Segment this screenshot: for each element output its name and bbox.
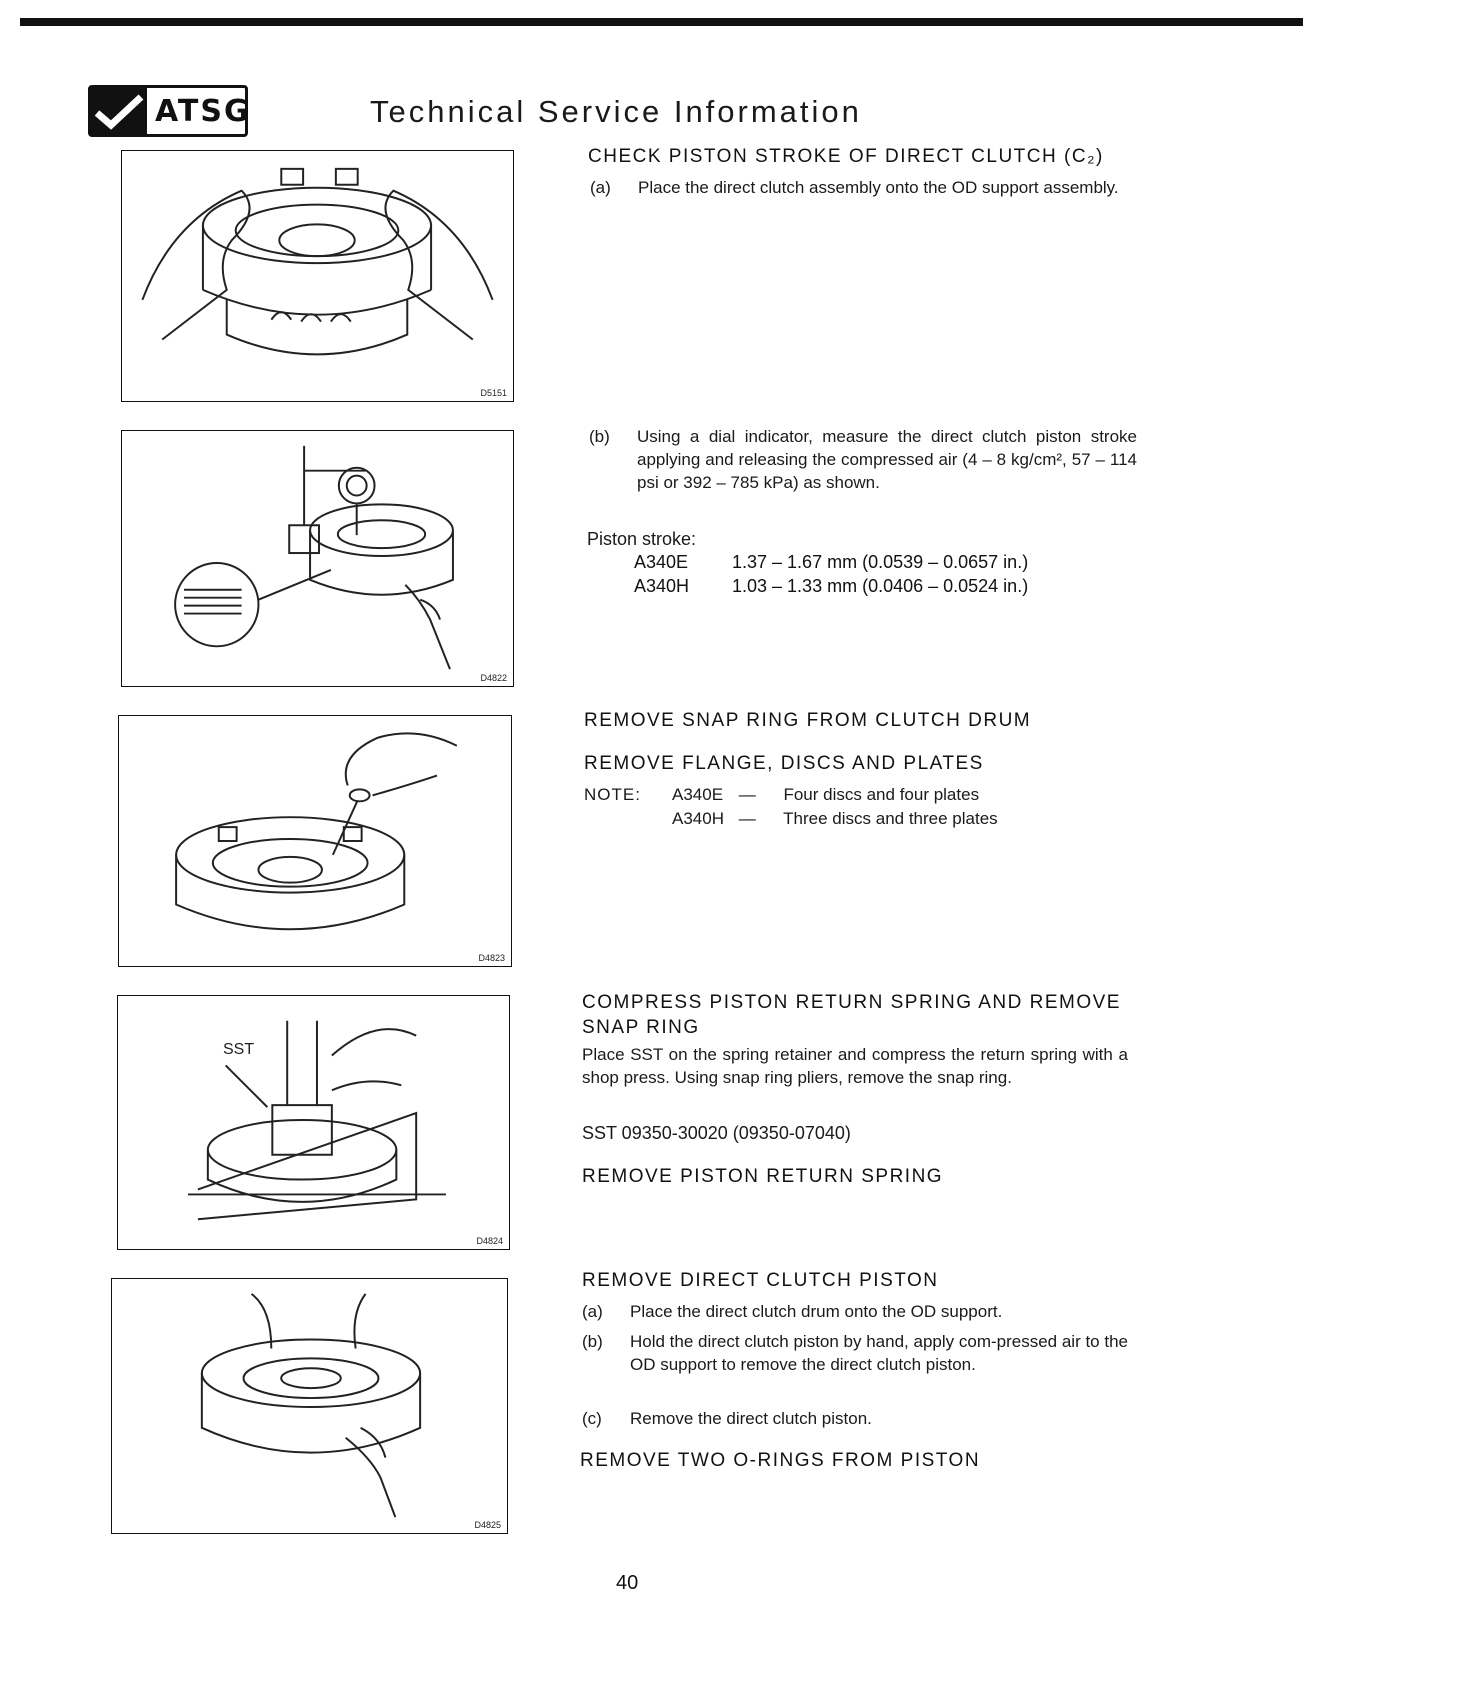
note-text: Three discs and three plates [783, 809, 998, 828]
step-text: Place the direct clutch drum onto the OD support. [630, 1302, 1003, 1321]
step-label: (a) [590, 178, 611, 197]
heading-check-piston-stroke: CHECK PISTON STROKE OF DIRECT CLUTCH (C₂) [588, 146, 1104, 167]
step-a-place-assembly [590, 176, 1138, 199]
figure-remove-snap-ring [118, 715, 512, 967]
document-title: Technical Service Information [370, 94, 862, 129]
figure-code: D5151 [480, 388, 507, 398]
step-text: Remove the direct clutch piston. [630, 1409, 872, 1428]
heading-line: SNAP RING [582, 1017, 700, 1038]
sst-part-number: SST 09350-30020 (09350-07040) [582, 1123, 851, 1143]
spec-value: 1.37 – 1.67 mm (0.0539 – 0.0657 in.) [732, 552, 1029, 572]
figure-code: D4824 [476, 1236, 503, 1246]
step-b-hold-piston [582, 1330, 1128, 1376]
checkmark-icon [91, 88, 147, 134]
dial-indicator-illustration [122, 431, 513, 686]
note-dash: — [738, 785, 756, 804]
note-row-a340e [672, 783, 979, 806]
note-model: A340E [672, 785, 724, 804]
step-text: Hold the direct clutch piston by hand, apply com-pressed air to the OD support to remove the direct clutch piston. [630, 1332, 1128, 1374]
clutch-assembly-illustration [122, 151, 513, 401]
note-text: Four discs and four plates [783, 785, 980, 804]
sst-label: SST [223, 1041, 255, 1058]
piston-removal-illustration [112, 1279, 507, 1533]
figure-code: D4823 [478, 953, 505, 963]
step-b-dial-indicator [589, 425, 1137, 494]
figure-compress-return-spring [117, 995, 510, 1250]
note-dash: — [738, 809, 756, 828]
snap-ring-removal-illustration [119, 716, 511, 966]
heading-remove-clutch-piston: REMOVE DIRECT CLUTCH PISTON [582, 1270, 939, 1291]
heading-remove-snap-ring: REMOVE SNAP RING FROM CLUTCH DRUM [584, 710, 1032, 731]
heading-remove-o-rings: REMOVE TWO O-RINGS FROM PISTON [580, 1450, 981, 1471]
top-rule [20, 18, 1303, 26]
note-label: NOTE: [584, 785, 641, 804]
step-c-remove-piston [582, 1407, 1128, 1430]
spec-model: A340E [634, 552, 689, 572]
logo-text: ATSG [155, 93, 251, 129]
step-text: Using a dial indicator, measure the direct clutch piston stroke applying and releasing the compressed air (4 – 8 kg/cm², 57 – 114 psi or 392 – 785 kPa) as shown. [637, 427, 1137, 492]
atsg-logo [88, 85, 251, 137]
compress-spring-body: Place SST on the spring retainer and compress the return spring with a shop press. Using snap ring pliers, remove the snap ring. [582, 1045, 1128, 1087]
spec-model: A340H [634, 576, 690, 596]
heading-remove-flange: REMOVE FLANGE, DISCS AND PLATES [584, 753, 984, 774]
figure-dial-indicator-measurement [121, 430, 514, 687]
step-a-place-drum [582, 1300, 1128, 1323]
note-row-a340h [672, 807, 998, 830]
step-label: (a) [582, 1302, 603, 1321]
step-label: (b) [589, 427, 610, 446]
step-text: Place the direct clutch assembly onto the OD support assembly. [638, 178, 1119, 197]
figure-code: D4825 [474, 1520, 501, 1530]
heading-compress-spring [582, 990, 1121, 1040]
figure-code: D4822 [480, 673, 507, 683]
step-label: (c) [582, 1409, 602, 1428]
spec-value: 1.03 – 1.33 mm (0.0406 – 0.0524 in.) [732, 576, 1029, 596]
page-number: 40 [616, 1572, 639, 1594]
shop-press-illustration [118, 996, 509, 1249]
heading-remove-return-spring: REMOVE PISTON RETURN SPRING [582, 1166, 944, 1187]
figure-direct-clutch-on-od-support [121, 150, 514, 402]
figure-remove-clutch-piston [111, 1278, 508, 1534]
note-model: A340H [672, 809, 724, 828]
step-label: (b) [582, 1332, 603, 1351]
piston-stroke-label: Piston stroke: [587, 529, 697, 549]
heading-line: COMPRESS PISTON RETURN SPRING AND REMOVE [582, 992, 1121, 1013]
